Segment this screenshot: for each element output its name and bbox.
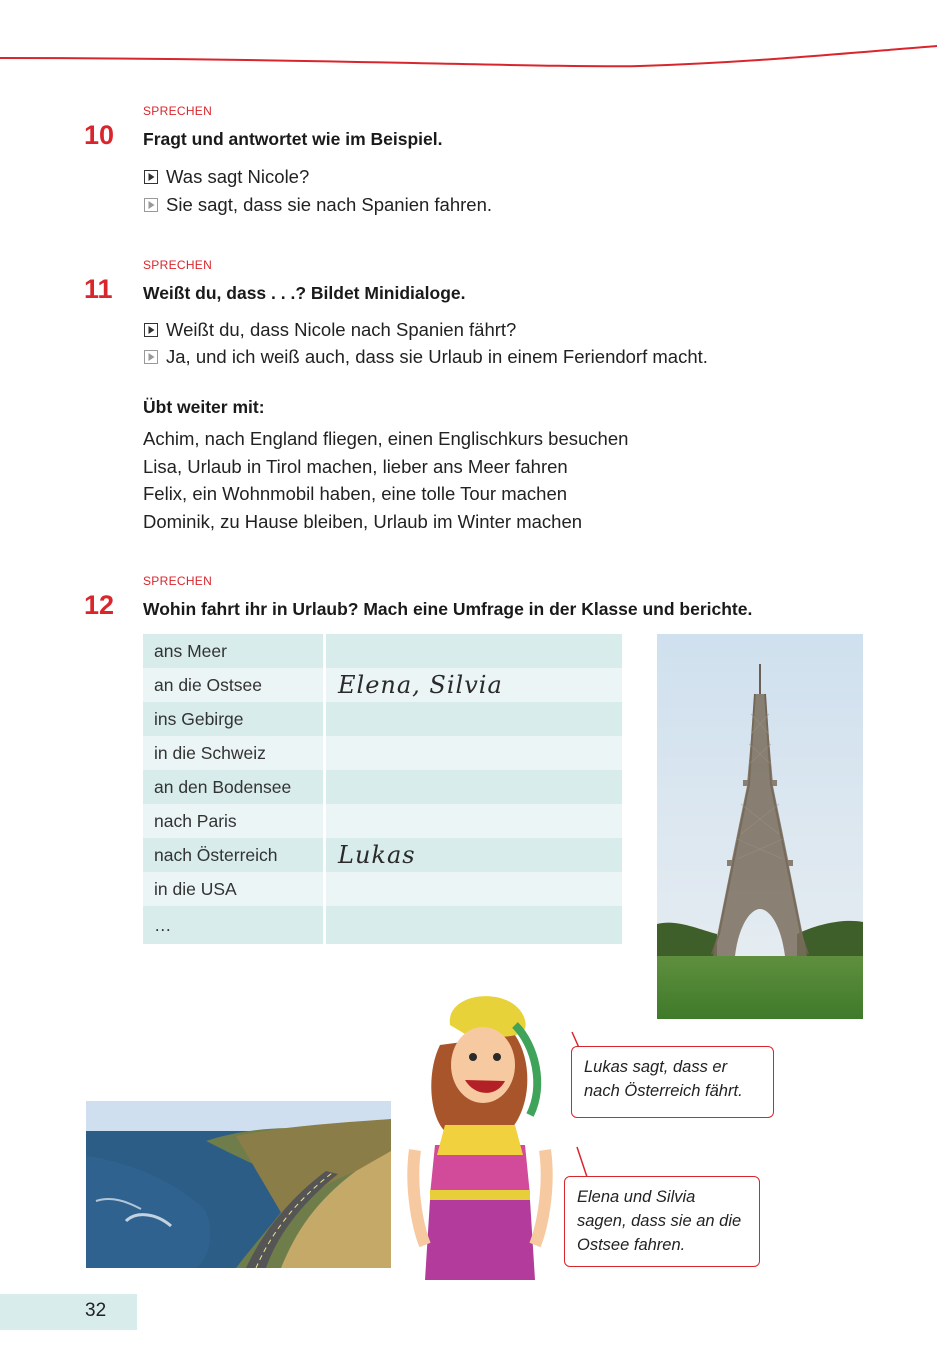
girl-illustration	[405, 985, 555, 1285]
names-cell[interactable]	[326, 872, 622, 906]
exercise-11-instruction: Weißt du, dass . . .? Bildet Minidialoge.	[143, 283, 466, 303]
play-icon	[144, 198, 158, 212]
names-cell[interactable]	[326, 702, 622, 736]
play-icon	[144, 323, 158, 337]
exercise-11-label: SPRECHEN	[143, 258, 213, 272]
destination-cell: ans Meer	[143, 634, 323, 668]
bubble-tail	[565, 1145, 615, 1179]
top-decorative-line	[0, 40, 937, 70]
exercise-11-dialogue-line-2	[144, 346, 708, 368]
exercise-11-number: 11	[84, 274, 113, 304]
speech-bubble-lukas: Lukas sagt, dass er nach Österreich fährt.	[571, 1046, 774, 1118]
names-cell[interactable]: Lukas	[326, 838, 622, 872]
dialogue-text: Weißt du, dass Nicole nach Spanien fährt?	[166, 319, 517, 340]
exercise-10-dialogue-line-1	[144, 166, 309, 188]
exercise-12-label: SPRECHEN	[143, 574, 213, 588]
table-row	[143, 736, 622, 770]
play-icon	[144, 350, 158, 364]
eiffel-tower-photo	[657, 634, 863, 1019]
dialogue-text: Sie sagt, dass sie nach Spanien fahren.	[166, 194, 493, 215]
coastal-road-photo	[86, 1101, 391, 1268]
destination-cell: ins Gebirge	[143, 702, 323, 736]
page-number: 32	[85, 1300, 107, 1321]
destination-cell: nach Österreich	[143, 838, 323, 872]
table-row	[143, 872, 622, 906]
table-row	[143, 906, 622, 944]
destination-cell: nach Paris	[143, 804, 323, 838]
dialogue-text: Ja, und ich weiß auch, dass sie Urlaub in einem Feriendorf macht.	[166, 346, 708, 367]
destination-cell: an die Ostsee	[143, 668, 323, 702]
names-cell[interactable]	[326, 770, 622, 804]
speech-bubble-elena-silvia: Elena und Silvia sagen, dass sie an die Ostsee fahren.	[564, 1176, 760, 1267]
practice-line: Dominik, zu Hause bleiben, Urlaub im Winter machen	[143, 510, 583, 532]
table-row	[143, 668, 622, 702]
exercise-11-dialogue-line-1	[144, 319, 516, 341]
footer-band	[0, 1294, 137, 1330]
exercise-10-label: SPRECHEN	[143, 104, 213, 118]
dialogue-text: Was sagt Nicole?	[166, 166, 310, 187]
names-cell[interactable]	[326, 906, 622, 944]
names-cell[interactable]	[326, 804, 622, 838]
practice-line: Lisa, Urlaub in Tirol machen, lieber ans Meer fahren	[143, 455, 568, 477]
destination-cell: an den Bodensee	[143, 770, 323, 804]
exercise-10-number: 10	[84, 120, 115, 150]
table-row	[143, 804, 622, 838]
names-cell[interactable]	[326, 634, 622, 668]
exercise-10-dialogue-line-2	[144, 194, 492, 216]
table-row	[143, 702, 622, 736]
names-cell[interactable]	[326, 736, 622, 770]
exercise-12-instruction: Wohin fahrt ihr in Urlaub? Mach eine Umfrage in der Klasse und berichte.	[143, 599, 753, 619]
practice-line: Felix, ein Wohnmobil haben, eine tolle Tour machen	[143, 483, 568, 504]
play-icon	[144, 170, 158, 184]
names-cell[interactable]: Elena, Silvia	[326, 668, 622, 702]
exercise-12-number: 12	[84, 590, 115, 620]
table-row	[143, 838, 622, 872]
table-row	[143, 770, 622, 804]
destination-cell: in die USA	[143, 872, 323, 906]
survey-table	[143, 634, 622, 944]
destination-cell: in die Schweiz	[143, 736, 323, 770]
table-row	[143, 634, 622, 668]
practice-heading: Übt weiter mit:	[143, 397, 265, 417]
practice-line: Achim, nach England fliegen, einen Englischkurs besuchen	[143, 428, 629, 449]
exercise-10-instruction: Fragt und antwortet wie im Beispiel.	[143, 129, 443, 149]
practice-list	[143, 425, 628, 535]
destination-cell: …	[143, 906, 323, 944]
